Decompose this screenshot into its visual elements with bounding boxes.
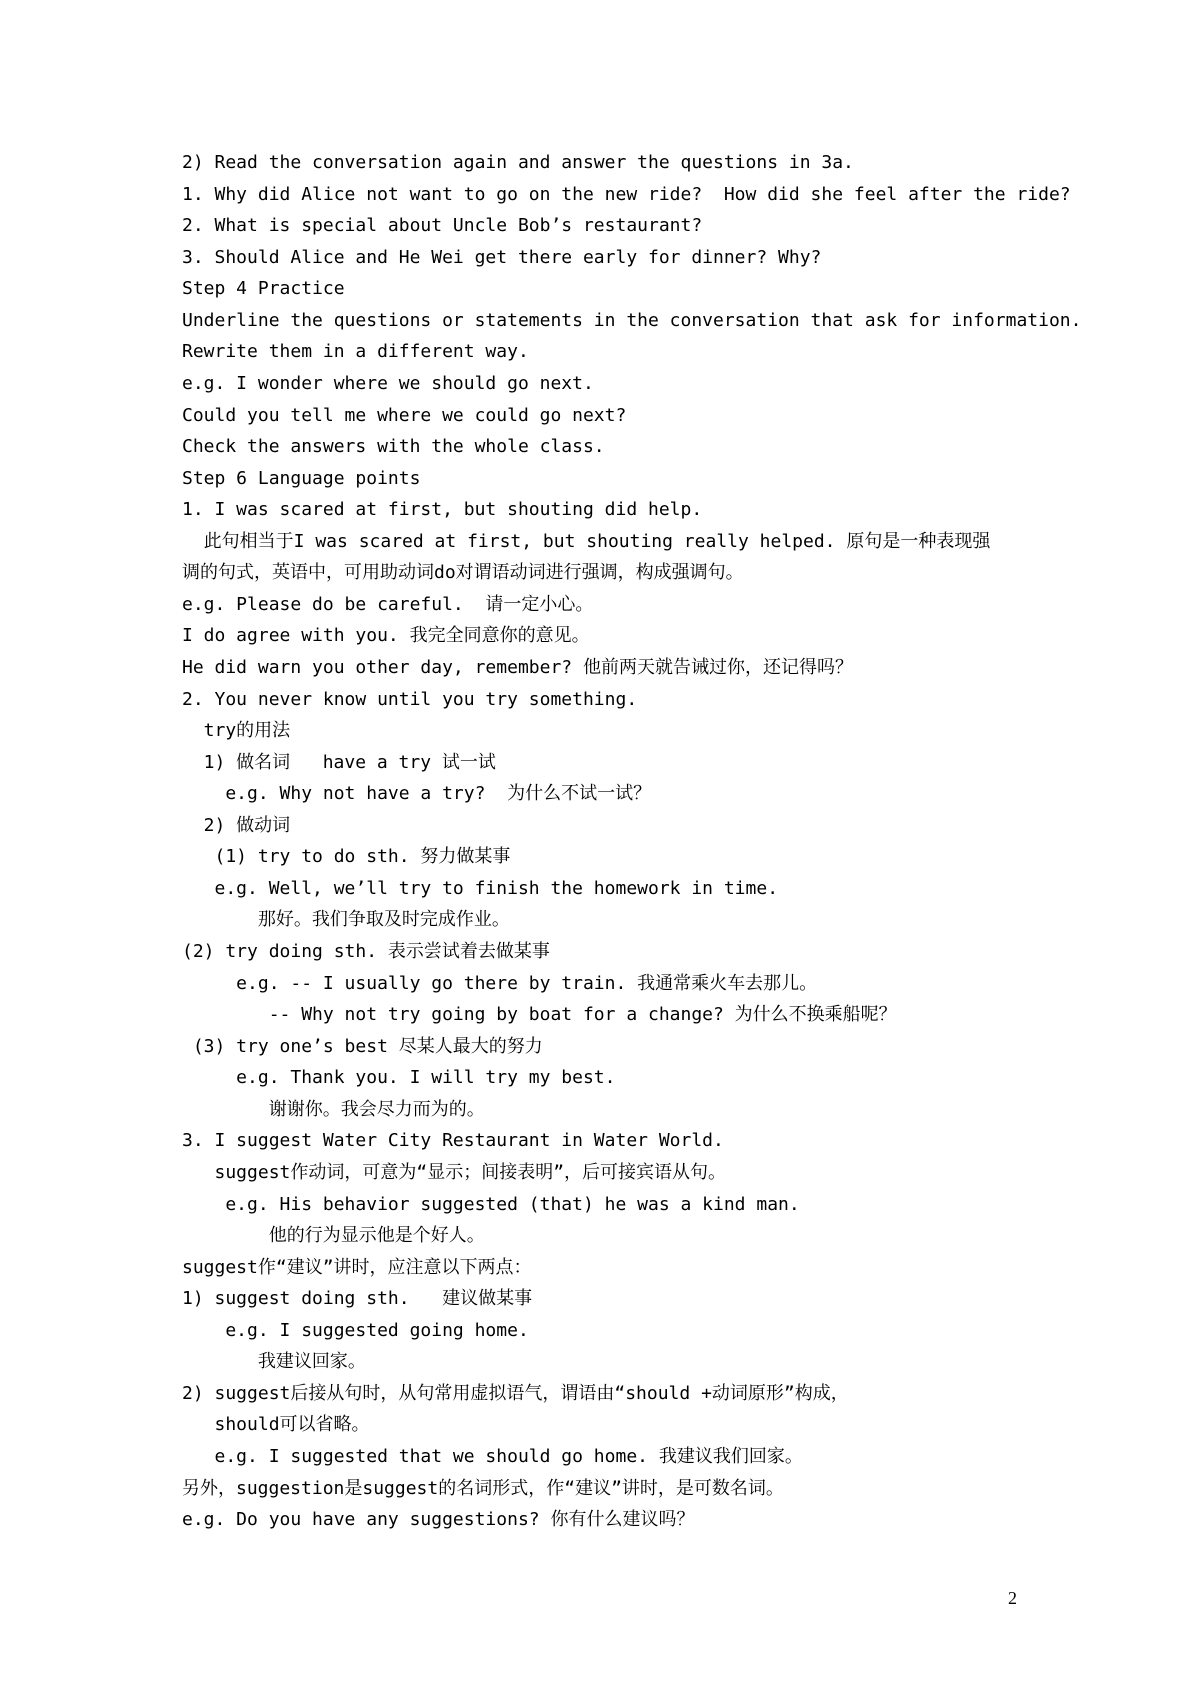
text-line: 那好。我们争取及时完成作业。 (182, 909, 510, 931)
text-line: Check the answers with the whole class. (182, 436, 605, 457)
text-line: 3. I suggest Water City Restaurant in Water World. (182, 1130, 724, 1152)
text-line: 2. What is special about Uncle Bob’s restaurant? (182, 215, 703, 237)
text-line: (2) try doing sth. 表示尝试着去做某事 (182, 941, 550, 962)
text-line: Could you tell me where we could go next? (182, 404, 627, 426)
text-line: e.g. Please do be careful. 请一定小心。 (182, 593, 594, 615)
text-line: e.g. Thank you. I will try my best. (182, 1067, 616, 1089)
text-line: suggest作“建议”讲时，应注意以下两点： (182, 1256, 532, 1278)
text-line: 3. Should Alice and He Wei get there early for dinner? Why? (182, 246, 822, 268)
text-line: e.g. I wonder where we should go next. (182, 372, 594, 394)
text-line: 2. You never know until you try something. (182, 688, 638, 710)
text-line: e.g. -- I usually go there by train. 我通常乘火车去那儿。 (182, 972, 818, 994)
text-line: Underline the questions or statements in the conversation that ask for information. (182, 309, 1082, 331)
text-line: e.g. His behavior suggested (that) he was a kind man. (182, 1193, 800, 1215)
page-number: 2 (1008, 1588, 1017, 1608)
text-line: e.g. Well, we’ll try to finish the homework in time. (182, 877, 779, 899)
text-line: 1) suggest doing sth. 建议做某事 (182, 1288, 533, 1310)
text-line: (1) try to do sth. 努力做某事 (182, 846, 511, 868)
section-heading: Step 6 Language points (182, 467, 421, 489)
text-line: e.g. Do you have any suggestions? 你有什么建议吗？ (182, 1509, 695, 1531)
text-line: -- Why not try going by boat for a change? 为什么不换乘船呢？ (182, 1004, 897, 1026)
text-line: 2) suggest后接从句时，从句常用虚拟语气，谓语由“should +动词原形”构成， (182, 1382, 849, 1404)
text-line: e.g. Why not have a try? 为什么不试一试？ (182, 783, 652, 805)
section-heading: Step 4 Practice (182, 278, 345, 300)
text-line: (3) try one’s best 尽某人最大的努力 (182, 1035, 543, 1057)
text-line: 另外，suggestion是suggest的名词形式，作“建议”讲时，是可数名词。 (182, 1477, 784, 1499)
text-line: I do agree with you. 我完全同意你的意见。 (182, 625, 590, 647)
text-line: Rewrite them in a different way. (182, 341, 529, 363)
text-line: 调的句式，英语中，可用助动词do对谓语动词进行强调，构成强调句。 (182, 562, 744, 584)
text-line: 他的行为显示他是个好人。 (182, 1225, 485, 1246)
text-line: e.g. I suggested going home. (182, 1319, 529, 1341)
text-line: should可以省略。 (182, 1414, 370, 1436)
text-line: 2) 做动词 (182, 814, 291, 836)
text-line: 我建议回家。 (182, 1351, 366, 1373)
text-line: 谢谢你。我会尽力而为的。 (182, 1098, 485, 1120)
text-line: 2) Read the conversation again and answer the questions in 3a. (182, 152, 854, 173)
text-line: e.g. I suggested that we should go home. 我建议我们回家。 (182, 1446, 803, 1467)
text-line: try的用法 (182, 720, 291, 742)
text-line: suggest作动词，可意为“显示；间接表明”，后可接宾语从句。 (182, 1161, 727, 1183)
text-line: 1. Why did Alice not want to go on the new ride? How did she feel after the ride? (182, 183, 1071, 205)
text-line: 此句相当于I was scared at first, but shouting really helped. 原句是一种表现强 (182, 530, 991, 552)
text-line: 1) 做名词 have a try 试一试 (182, 751, 496, 773)
text-line: He did warn you other day, remember? 他前两天就告诫过你，还记得吗？ (182, 657, 853, 678)
text-line: 1. I was scared at first, but shouting did help. (182, 499, 703, 521)
